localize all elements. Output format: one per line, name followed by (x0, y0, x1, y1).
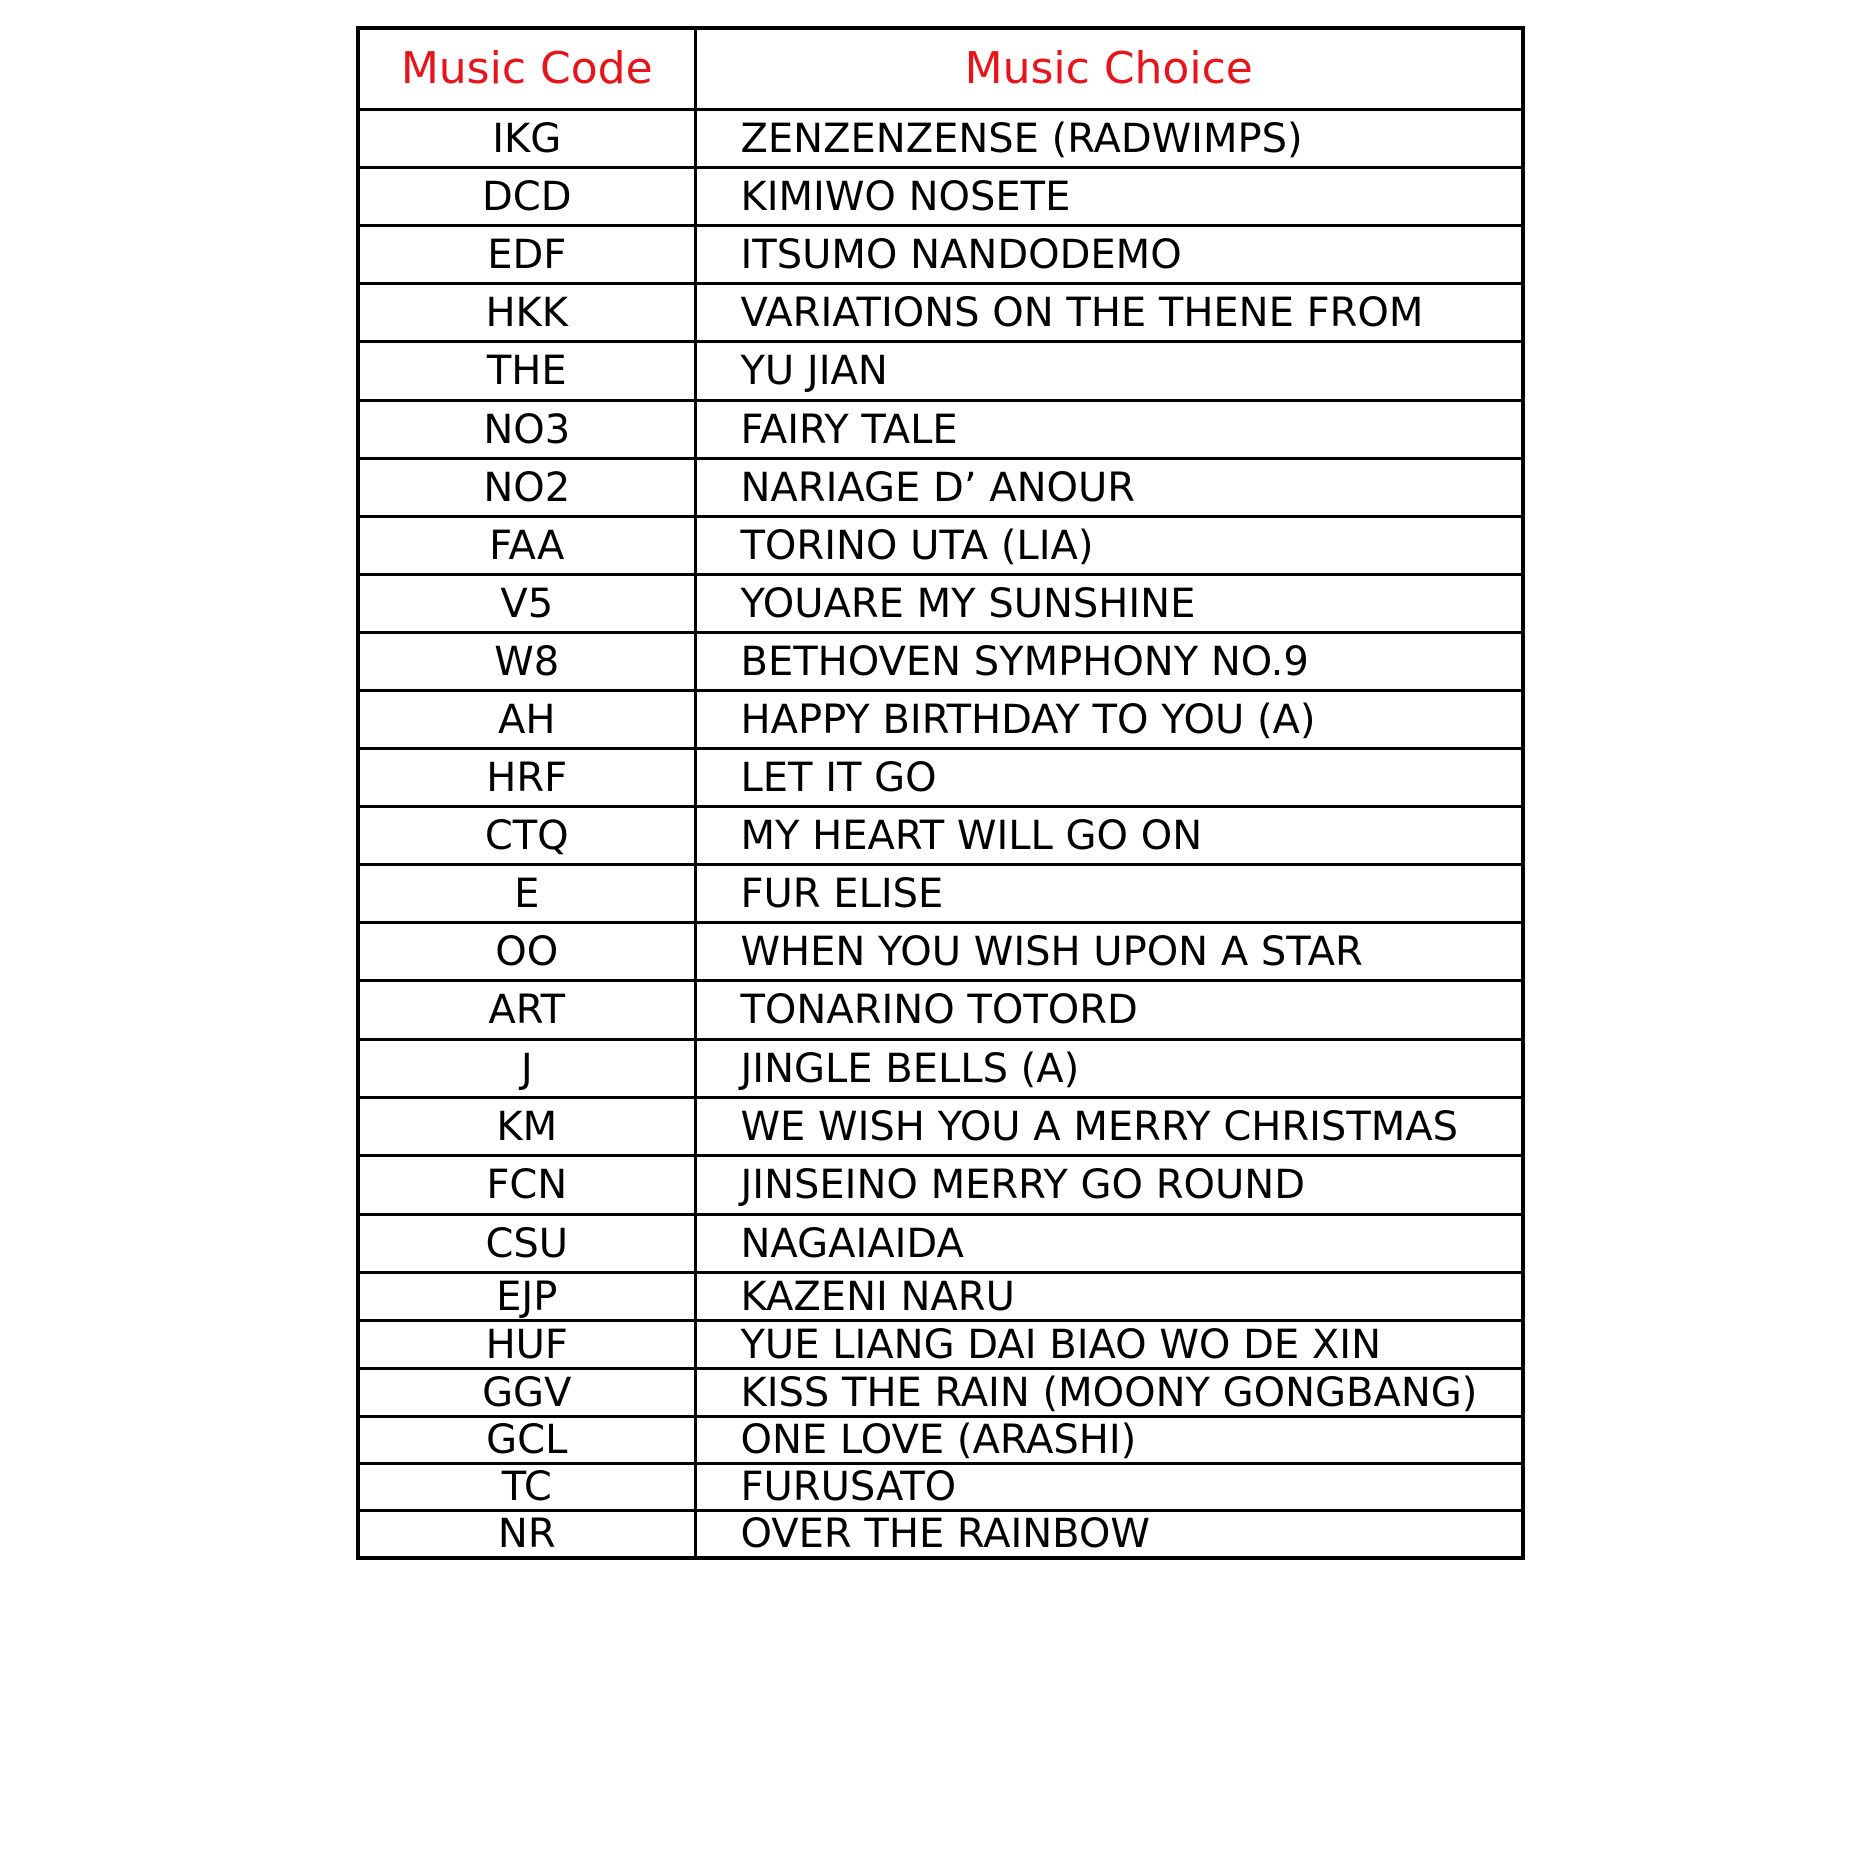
music-choice-cell: OVER THE RAINBOW (695, 1511, 1523, 1558)
table-row (358, 459, 1523, 517)
table-body (358, 110, 1523, 1558)
music-code-cell: J (358, 1040, 695, 1098)
music-code-cell: NO3 (358, 401, 695, 459)
music-choice-cell: KAZENI NARU (695, 1273, 1523, 1321)
table-row (358, 691, 1523, 749)
table-row (358, 226, 1523, 284)
music-choice-cell: NAGAIAIDA (695, 1215, 1523, 1273)
table-row (358, 1369, 1523, 1417)
music-choice-cell: BETHOVEN SYMPHONY NO.9 (695, 633, 1523, 691)
table-row (358, 1040, 1523, 1098)
music-code-cell: W8 (358, 633, 695, 691)
music-choice-cell: WE WISH YOU A MERRY CHRISTMAS (695, 1098, 1523, 1156)
music-choice-cell: JINSEINO MERRY GO ROUND (695, 1156, 1523, 1215)
music-code-cell: HKK (358, 284, 695, 342)
music-code-cell: GGV (358, 1369, 695, 1417)
table-row (358, 1417, 1523, 1464)
music-choice-cell: NARIAGE D’ ANOUR (695, 459, 1523, 517)
table-row (358, 1321, 1523, 1369)
table-row (358, 110, 1523, 168)
table-row (358, 1464, 1523, 1511)
music-code-cell: CSU (358, 1215, 695, 1273)
music-code-cell: OO (358, 923, 695, 981)
music-code-cell: HRF (358, 749, 695, 807)
music-code-cell: DCD (358, 168, 695, 226)
table-row (358, 1156, 1523, 1215)
music-choice-cell: JINGLE BELLS (A) (695, 1040, 1523, 1098)
table-row (358, 168, 1523, 226)
music-code-cell: NO2 (358, 459, 695, 517)
music-choice-cell: FUR ELISE (695, 865, 1523, 923)
music-code-cell: AH (358, 691, 695, 749)
music-code-cell: GCL (358, 1417, 695, 1464)
music-code-cell: THE (358, 342, 695, 401)
music-code-cell: V5 (358, 575, 695, 633)
music-choice-cell: YUE LIANG DAI BIAO WO DE XIN (695, 1321, 1523, 1369)
music-choice-header: Music Choice (695, 28, 1523, 110)
table-row (358, 1511, 1523, 1558)
music-choice-cell: YOUARE MY SUNSHINE (695, 575, 1523, 633)
music-code-cell: CTQ (358, 807, 695, 865)
table-row (358, 1215, 1523, 1273)
music-choice-cell: FAIRY TALE (695, 401, 1523, 459)
music-choice-cell: LET IT GO (695, 749, 1523, 807)
music-code-cell: EJP (358, 1273, 695, 1321)
music-choice-cell: KISS THE RAIN (MOONY GONGBANG) (695, 1369, 1523, 1417)
music-code-cell: NR (358, 1511, 695, 1558)
music-code-header: Music Code (358, 28, 695, 110)
music-choice-cell: MY HEART WILL GO ON (695, 807, 1523, 865)
music-choice-cell: ONE LOVE (ARASHI) (695, 1417, 1523, 1464)
music-code-table (356, 26, 1525, 1560)
music-choice-cell: YU JIAN (695, 342, 1523, 401)
music-code-cell: FCN (358, 1156, 695, 1215)
music-choice-cell: WHEN YOU WISH UPON A STAR (695, 923, 1523, 981)
table-row (358, 342, 1523, 401)
music-choice-cell: TORINO UTA (LIA) (695, 517, 1523, 575)
music-choice-cell: ZENZENZENSE (RADWIMPS) (695, 110, 1523, 168)
music-code-cell: IKG (358, 110, 695, 168)
music-code-cell: EDF (358, 226, 695, 284)
music-choice-cell: FURUSATO (695, 1464, 1523, 1511)
table-row (358, 1273, 1523, 1321)
table-row (358, 1098, 1523, 1156)
header-row (358, 28, 1523, 110)
table-row (358, 401, 1523, 459)
music-code-cell: ART (358, 981, 695, 1040)
table-row (358, 284, 1523, 342)
music-choice-cell: VARIATIONS ON THE THENE FROM (695, 284, 1523, 342)
table-row (358, 865, 1523, 923)
table-row (358, 633, 1523, 691)
music-code-cell: FAA (358, 517, 695, 575)
music-code-cell: HUF (358, 1321, 695, 1369)
table-row (358, 981, 1523, 1040)
table-header (358, 28, 1523, 110)
music-choice-cell: ITSUMO NANDODEMO (695, 226, 1523, 284)
music-choice-cell: TONARINO TOTORD (695, 981, 1523, 1040)
table-row (358, 807, 1523, 865)
music-code-cell: E (358, 865, 695, 923)
music-choice-cell: KIMIWO NOSETE (695, 168, 1523, 226)
table-row (358, 923, 1523, 981)
music-choice-cell: HAPPY BIRTHDAY TO YOU (A) (695, 691, 1523, 749)
table-row (358, 517, 1523, 575)
music-code-cell: KM (358, 1098, 695, 1156)
music-code-cell: TC (358, 1464, 695, 1511)
table-row (358, 749, 1523, 807)
table-row (358, 575, 1523, 633)
